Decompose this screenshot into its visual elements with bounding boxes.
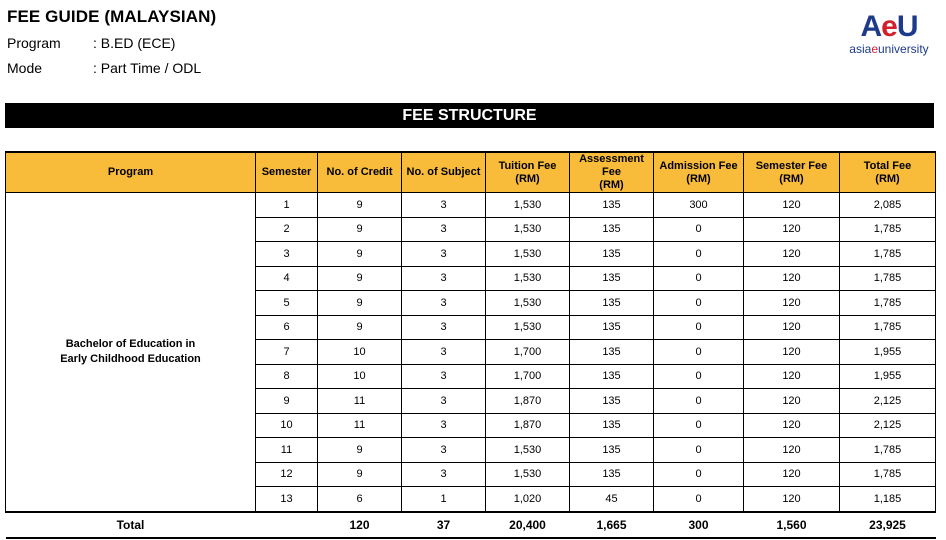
cell-semester-fee: 120 (744, 291, 840, 316)
cell-total: 1,785 (840, 242, 936, 267)
fee-table (5, 151, 936, 539)
cell-semester: 5 (256, 291, 318, 316)
cell-assessment: 135 (570, 364, 654, 389)
cell-admission: 0 (654, 242, 744, 267)
cell-subject: 3 (402, 389, 486, 414)
col-header-admission: Admission Fee (RM) (654, 152, 744, 193)
cell-credit: 9 (318, 438, 402, 463)
cell-admission: 0 (654, 266, 744, 291)
col-header-credit: No. of Credit (318, 152, 402, 193)
cell-subject: 3 (402, 242, 486, 267)
cell-tuition: 1,530 (486, 242, 570, 267)
cell-admission: 0 (654, 413, 744, 438)
program-value: : B.ED (ECE) (93, 35, 176, 51)
cell-tuition: 1,700 (486, 364, 570, 389)
cell-assessment: 45 (570, 487, 654, 512)
table-row (6, 193, 936, 218)
col-header-semester-fee: Semester Fee (RM) (744, 152, 840, 193)
cell-credit: 10 (318, 340, 402, 365)
cell-subject: 3 (402, 462, 486, 487)
cell-admission: 0 (654, 291, 744, 316)
cell-assessment: 135 (570, 242, 654, 267)
mode-row (7, 60, 201, 76)
cell-assessment: 135 (570, 217, 654, 242)
cell-tuition: 1,870 (486, 389, 570, 414)
cell-tuition: 1,530 (486, 315, 570, 340)
cell-assessment: 135 (570, 389, 654, 414)
table-header-row (6, 152, 936, 193)
cell-total: 1,955 (840, 364, 936, 389)
cell-assessment: 135 (570, 266, 654, 291)
cell-assessment: 135 (570, 462, 654, 487)
cell-admission: 300 (654, 193, 744, 218)
cell-admission: 0 (654, 487, 744, 512)
cell-semester: 3 (256, 242, 318, 267)
cell-assessment: 135 (570, 315, 654, 340)
cell-subject: 3 (402, 364, 486, 389)
logo-letter-a: A (860, 10, 882, 43)
cell-credit: 9 (318, 266, 402, 291)
cell-subject: 3 (402, 193, 486, 218)
program-label: Program (7, 35, 61, 51)
logo-word-e: e (871, 42, 878, 56)
mode-value: : Part Time / ODL (93, 60, 202, 76)
logo-wordmark (848, 42, 930, 56)
logo-word-asia: asia (849, 42, 872, 56)
cell-semester: 9 (256, 389, 318, 414)
col-header-program: Program (6, 152, 256, 193)
cell-semester: 2 (256, 217, 318, 242)
cell-credit: 6 (318, 487, 402, 512)
cell-semester: 1 (256, 193, 318, 218)
cell-tuition: 1,530 (486, 193, 570, 218)
cell-subject: 3 (402, 217, 486, 242)
cell-credit: 9 (318, 193, 402, 218)
page-title: FEE GUIDE (MALAYSIAN) (7, 7, 217, 26)
cell-admission: 0 (654, 364, 744, 389)
cell-semester-fee: 120 (744, 217, 840, 242)
logo-word-university: university (878, 42, 929, 56)
program-name-line1: Bachelor of Education in (65, 337, 196, 350)
cell-total: 1,785 (840, 315, 936, 340)
cell-credit: 10 (318, 364, 402, 389)
cell-credit: 9 (318, 242, 402, 267)
cell-total: 1,955 (840, 340, 936, 365)
cell-semester-fee: 120 (744, 340, 840, 365)
logo-letter-e: e (881, 10, 897, 43)
cell-semester-fee: 120 (744, 242, 840, 267)
cell-tuition: 1,700 (486, 340, 570, 365)
col-header-semester: Semester (256, 152, 318, 193)
cell-tuition: 1,530 (486, 462, 570, 487)
cell-admission: 0 (654, 217, 744, 242)
cell-assessment: 135 (570, 413, 654, 438)
program-name-line2: Early Childhood Education (60, 352, 201, 365)
cell-credit: 11 (318, 389, 402, 414)
cell-tuition: 1,870 (486, 413, 570, 438)
cell-assessment: 135 (570, 340, 654, 365)
cell-semester-fee: 120 (744, 389, 840, 414)
cell-subject: 1 (402, 487, 486, 512)
fee-structure-banner: FEE STRUCTURE (5, 103, 934, 128)
asia-university-logo (848, 12, 930, 68)
logo-mark (848, 12, 930, 42)
cell-credit: 11 (318, 413, 402, 438)
cell-semester-fee: 120 (744, 315, 840, 340)
cell-semester: 8 (256, 364, 318, 389)
cell-semester: 10 (256, 413, 318, 438)
cell-tuition: 1,530 (486, 438, 570, 463)
total-fee: 23,925 (840, 512, 936, 538)
total-row (6, 512, 936, 538)
cell-assessment: 135 (570, 193, 654, 218)
cell-semester-fee: 120 (744, 266, 840, 291)
cell-tuition: 1,020 (486, 487, 570, 512)
cell-semester-fee: 120 (744, 413, 840, 438)
col-header-tuition: Tuition Fee (RM) (486, 152, 570, 193)
cell-semester: 4 (256, 266, 318, 291)
cell-total: 1,185 (840, 487, 936, 512)
program-row (7, 35, 175, 51)
cell-credit: 9 (318, 315, 402, 340)
cell-total: 1,785 (840, 462, 936, 487)
cell-subject: 3 (402, 438, 486, 463)
cell-total: 2,125 (840, 413, 936, 438)
cell-total: 1,785 (840, 217, 936, 242)
cell-semester: 7 (256, 340, 318, 365)
cell-semester-fee: 120 (744, 462, 840, 487)
col-header-assessment: Assessment Fee (RM) (570, 152, 654, 193)
total-assessment: 1,665 (570, 512, 654, 538)
cell-subject: 3 (402, 291, 486, 316)
mode-label: Mode (7, 60, 43, 76)
cell-subject: 3 (402, 413, 486, 438)
col-header-total: Total Fee (RM) (840, 152, 936, 193)
cell-admission: 0 (654, 438, 744, 463)
total-label: Total (6, 512, 256, 538)
cell-tuition: 1,530 (486, 266, 570, 291)
total-subject: 37 (402, 512, 486, 538)
total-admission: 300 (654, 512, 744, 538)
cell-semester: 11 (256, 438, 318, 463)
cell-admission: 0 (654, 462, 744, 487)
cell-credit: 9 (318, 291, 402, 316)
cell-semester: 12 (256, 462, 318, 487)
col-header-subject: No. of Subject (402, 152, 486, 193)
cell-subject: 3 (402, 315, 486, 340)
cell-admission: 0 (654, 340, 744, 365)
total-semester-cell (256, 512, 318, 538)
cell-semester-fee: 120 (744, 438, 840, 463)
cell-assessment: 135 (570, 291, 654, 316)
cell-semester-fee: 120 (744, 487, 840, 512)
cell-admission: 0 (654, 315, 744, 340)
cell-total: 2,085 (840, 193, 936, 218)
cell-tuition: 1,530 (486, 291, 570, 316)
cell-total: 1,785 (840, 438, 936, 463)
cell-semester: 13 (256, 487, 318, 512)
cell-assessment: 135 (570, 438, 654, 463)
cell-tuition: 1,530 (486, 217, 570, 242)
logo-letter-u: U (896, 10, 918, 43)
program-name-cell (6, 193, 256, 512)
total-tuition: 20,400 (486, 512, 570, 538)
cell-total: 2,125 (840, 389, 936, 414)
cell-credit: 9 (318, 217, 402, 242)
cell-total: 1,785 (840, 266, 936, 291)
cell-subject: 3 (402, 340, 486, 365)
total-credit: 120 (318, 512, 402, 538)
cell-semester-fee: 120 (744, 364, 840, 389)
cell-semester: 6 (256, 315, 318, 340)
cell-admission: 0 (654, 389, 744, 414)
cell-subject: 3 (402, 266, 486, 291)
cell-credit: 9 (318, 462, 402, 487)
total-semester-fee: 1,560 (744, 512, 840, 538)
cell-semester-fee: 120 (744, 193, 840, 218)
cell-total: 1,785 (840, 291, 936, 316)
